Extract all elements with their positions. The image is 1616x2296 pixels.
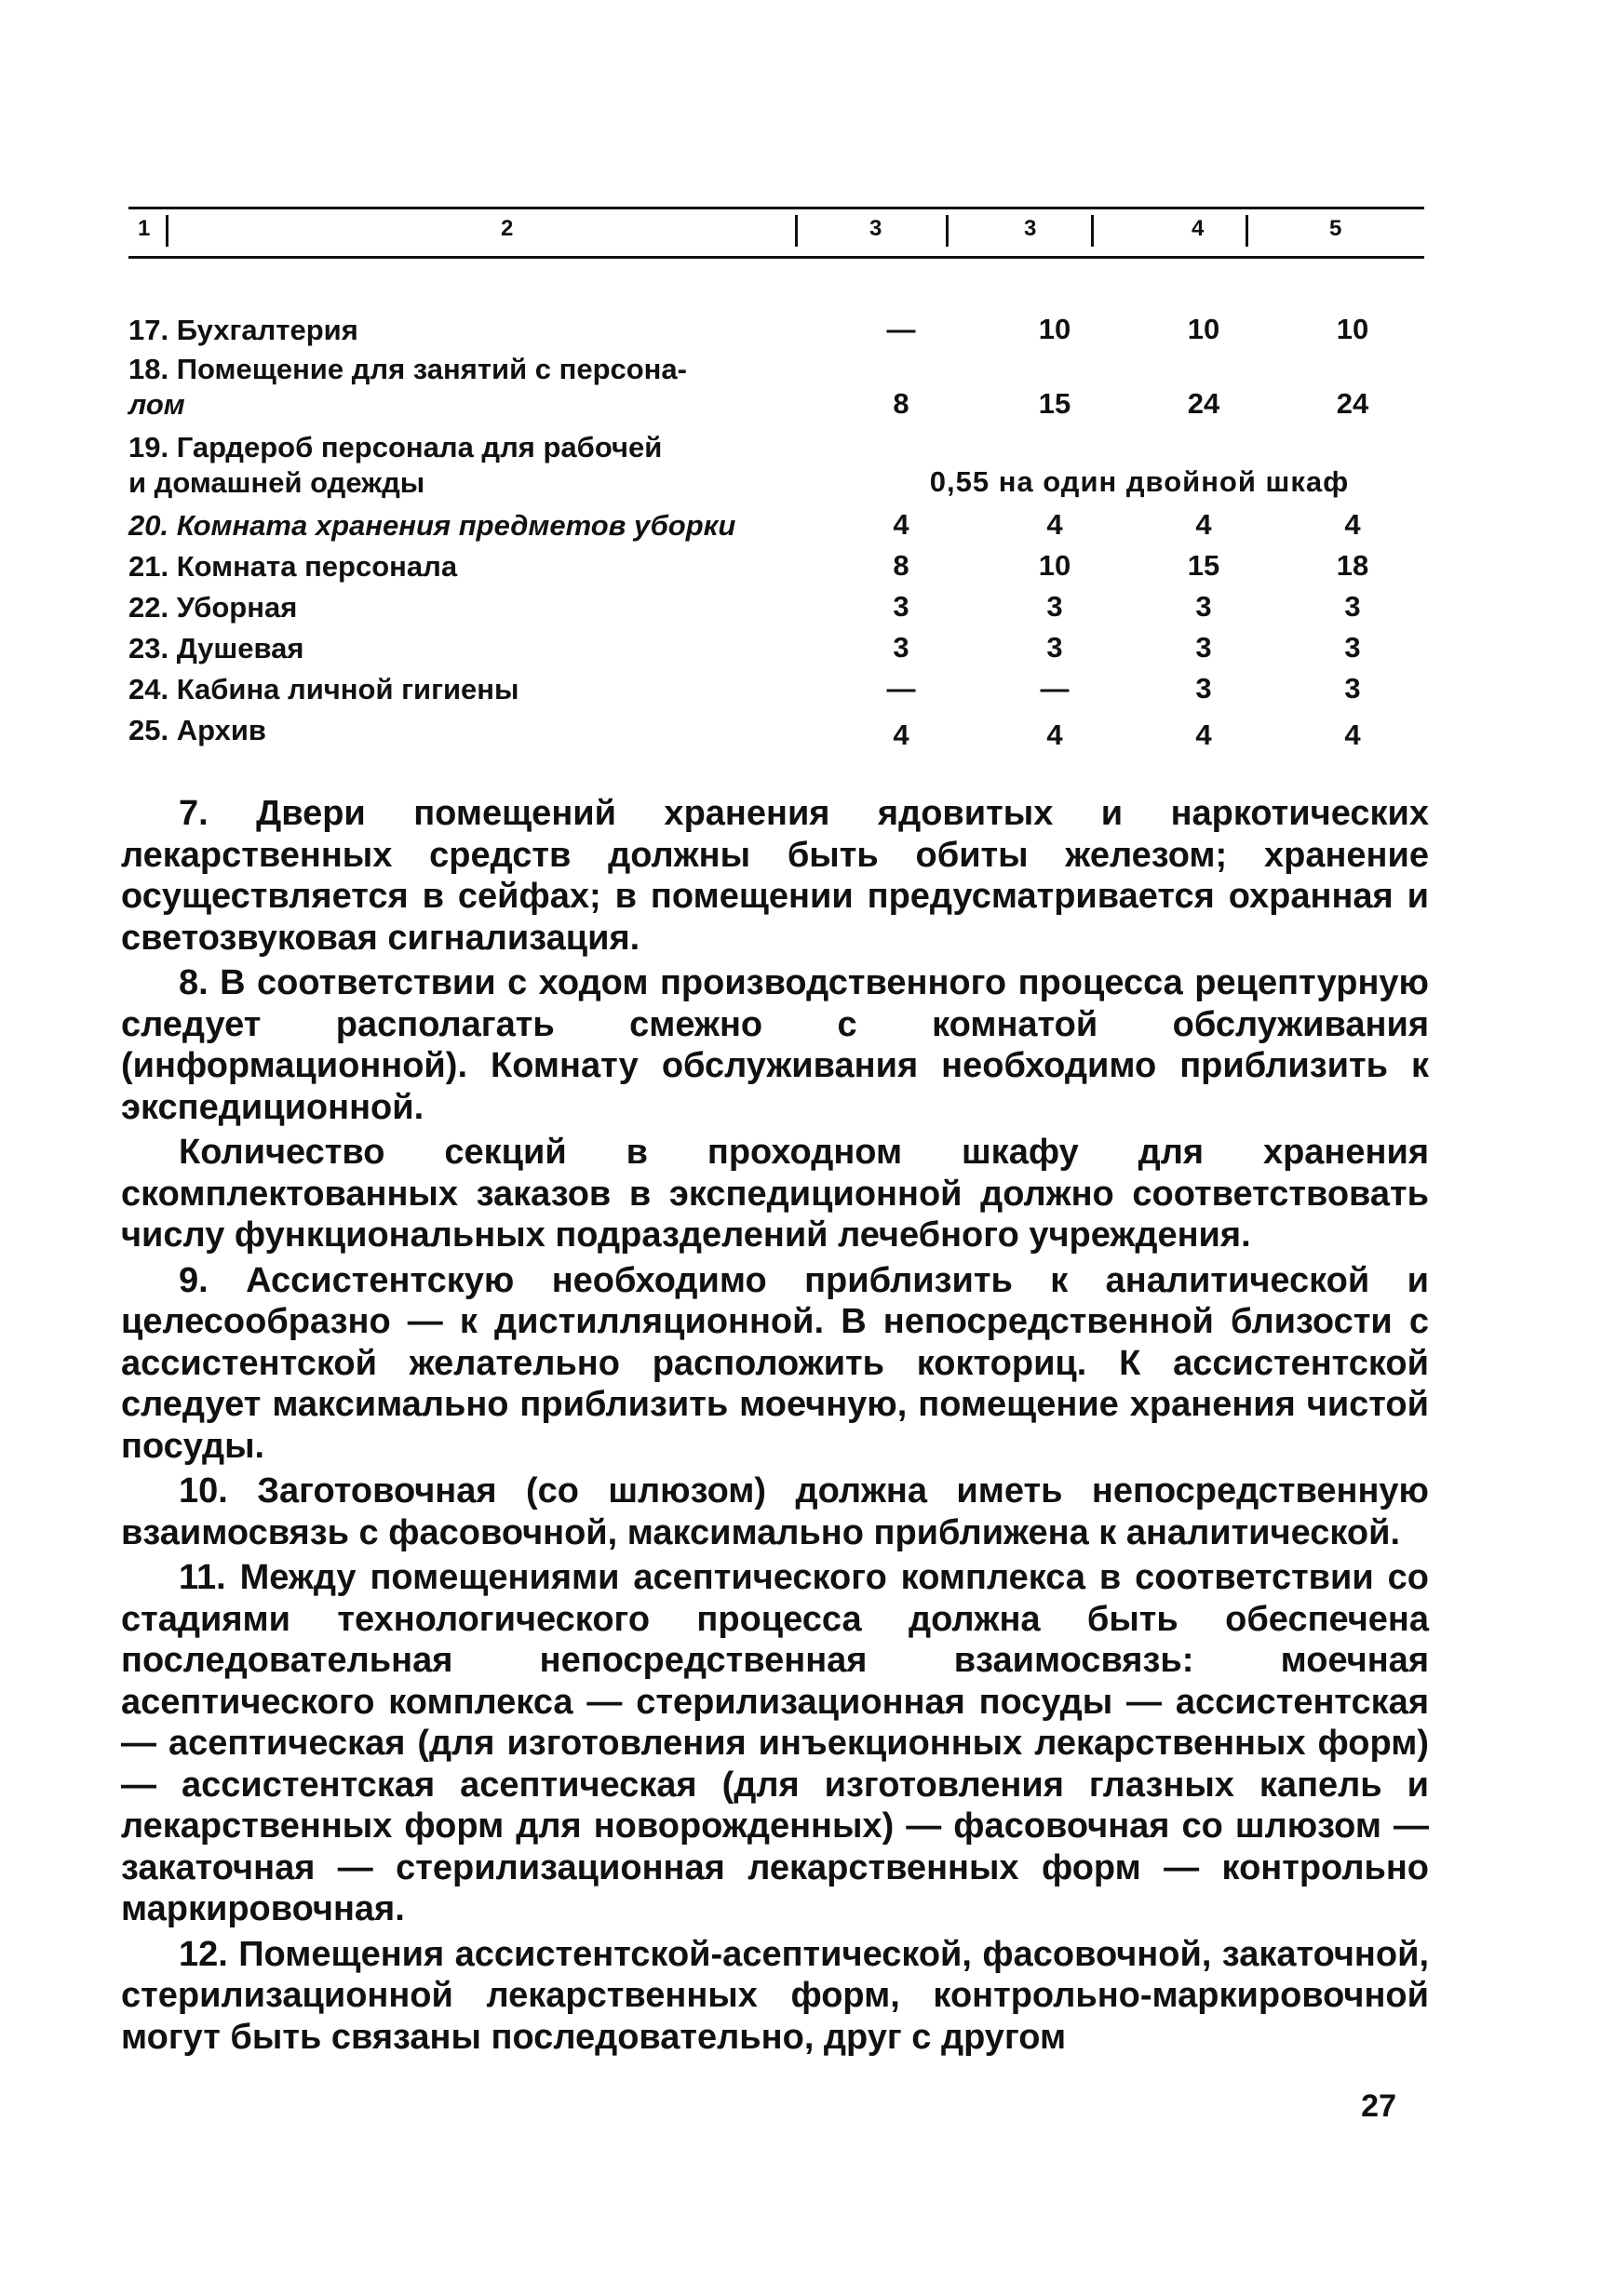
table-header: [128, 207, 1424, 259]
row-value: 3: [1195, 590, 1212, 623]
row-value: 4: [1195, 508, 1212, 541]
row-label-line2: и домашней одежды: [128, 466, 425, 499]
row-value: 4: [1344, 718, 1361, 751]
header-divider: [1091, 215, 1094, 247]
header-col-3a: 3: [869, 216, 882, 241]
row-label-text: 20. Комната хранения предметов уборки: [128, 509, 736, 542]
row-value: 3: [1344, 672, 1361, 705]
header-col-2: 2: [501, 216, 514, 241]
header-divider: [795, 215, 798, 247]
row-label-line2: [128, 387, 780, 423]
row-value: 10: [1038, 313, 1071, 345]
row-label: [128, 430, 780, 501]
paragraph-8: 8. В соответствии с ходом производственного процесса рецептурную следует располагать смежно с комнатой обслуживания (информационной). Комнату обслуживания необходимо приблизить к экспедиционной.: [121, 963, 1429, 1127]
row-value: 24: [1336, 387, 1369, 420]
row-value: 10: [1336, 313, 1369, 345]
row-label-cont: лом: [128, 388, 185, 421]
row-value: 3: [893, 590, 909, 623]
row-value: 8: [893, 387, 909, 420]
header-col-1: 1: [138, 216, 151, 241]
row-value: 3: [1046, 631, 1063, 664]
row-value: 4: [1046, 508, 1063, 541]
row-value: 24: [1187, 387, 1220, 420]
row-value: 4: [1046, 718, 1063, 751]
paragraph-9: 9. Ассистентскую необходимо приблизить к аналитической и целесообразно — к дистилляционной. В непосредственной близости с ассистентской желательно расположить кокториц. К ассистентской следует максимально приблизить моечную, помещение хранения чистой посуды.: [121, 1260, 1429, 1466]
body-text: [121, 793, 1429, 2061]
header-col-3b: 3: [1024, 216, 1037, 241]
row-value: 3: [1195, 631, 1212, 664]
row-label: 24. Кабина личной гигиены: [128, 673, 519, 705]
row-value: 18: [1336, 549, 1369, 582]
row-value: 10: [1187, 313, 1220, 345]
row-label-line1: 18. Помещение для занятий с персона-: [128, 353, 687, 385]
page-number: 27: [1361, 2088, 1396, 2124]
premises-table: [128, 207, 1424, 751]
row-value: 3: [1344, 590, 1361, 623]
paragraph-8-cont: Количество секций в проходном шкафу для хранения скомплектованных заказов в экспедиционной должно соответствовать числу функциональных подразделений лечебного учреждения.: [121, 1133, 1429, 1255]
table-row: [128, 430, 1424, 508]
row-value: 3: [1195, 672, 1212, 705]
row-value: 4: [893, 718, 909, 751]
row-label: 23. Душевая: [128, 632, 304, 665]
row-value: 10: [1038, 549, 1071, 582]
row-value: —: [886, 313, 916, 345]
row-value: 4: [1195, 718, 1212, 751]
paragraph-11: 11. Между помещениями асептического комплекса в соответствии со стадиями технологического процесса должна быть обеспечена последовательная непосредственная взаимосвязь: моечная асептического комплекса — стерилизационная посуды — ассистентская — асептическая (для изготовления инъекционных лекарственных форм) — ассистентская асептическая (для изготовления глазных капель и лекарственных форм для новорожденных) — фасовочная со шлюзом — закаточная — стерилизационная лекарственных форм — контрольно маркировочная.: [121, 1558, 1429, 1928]
row-span-value: 0,55 на один двойной шкаф: [929, 465, 1350, 498]
row-value: 15: [1038, 387, 1071, 420]
row-label: 25. Архив: [128, 714, 266, 746]
header-divider: [166, 215, 168, 247]
row-value: 4: [893, 508, 909, 541]
row-label: [128, 508, 780, 544]
row-value: 3: [1344, 631, 1361, 664]
table-row: [128, 352, 1424, 430]
row-value: 15: [1187, 549, 1220, 582]
row-value: 3: [1046, 590, 1063, 623]
row-label: 21. Комната персонала: [128, 550, 458, 583]
row-value: —: [1040, 672, 1070, 705]
row-label: 17. Бухгалтерия: [128, 314, 358, 346]
header-col-5: 5: [1329, 216, 1342, 241]
header-divider: [946, 215, 949, 247]
row-value: 8: [893, 549, 909, 582]
table-row: [128, 713, 1424, 791]
row-value: 3: [893, 631, 909, 664]
row-label-line1: 19. Гардероб персонала для рабочей: [128, 431, 663, 463]
row-value: 4: [1344, 508, 1361, 541]
paragraph-12: 12. Помещения ассистентской-асептической, фасовочной, закаточной, стерилизационной лекарственных форм, контрольно-маркировочной могут быть связаны последовательно, друг с другом: [121, 1934, 1429, 2057]
row-label: 22. Уборная: [128, 591, 298, 624]
header-divider: [1246, 215, 1248, 247]
header-col-4: 4: [1192, 216, 1205, 241]
row-value: —: [886, 672, 916, 705]
paragraph-10: 10. Заготовочная (со шлюзом) должна иметь непосредственную взаимосвязь с фасовочной, максимально приближена к аналитической.: [121, 1471, 1429, 1552]
paragraph-7: 7. Двери помещений хранения ядовитых и наркотических лекарственных средств должны быть обиты железом; хранение осуществляется в сейфах; в помещении предусматривается охранная и светозвуковая сигнализация.: [121, 794, 1429, 958]
row-label: [128, 352, 780, 423]
